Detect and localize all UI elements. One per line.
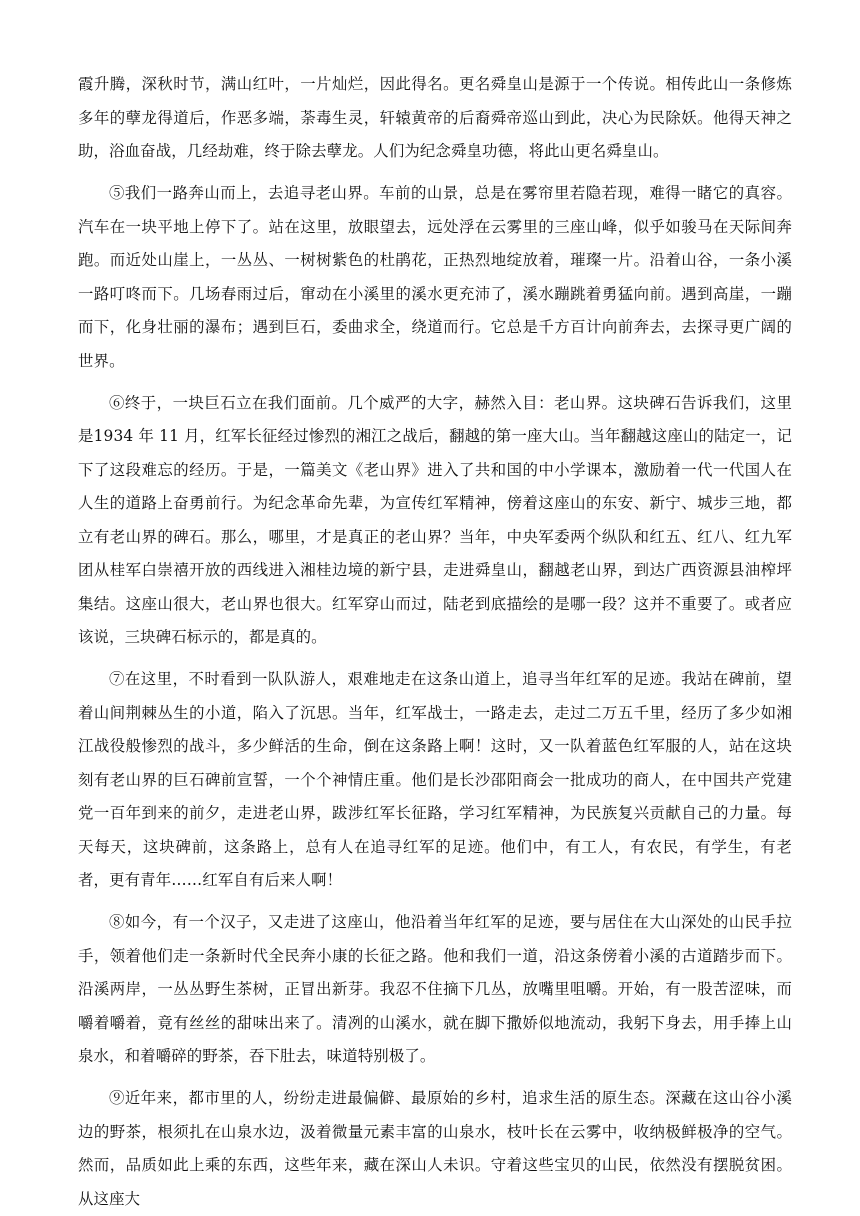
paragraph-6: ⑥终于，一块巨石立在我们面前。几个威严的大字，赫然入目：老山界。这块碑石告诉我们，这里是1934 年 11 月，红军长征经过惨烈的湘江之战后，翻越的第一座大山。当年翻越这座山的陆定一，记下了这段难忘的经历。于是，一篇美文《老山界》进入了共和国的中小学课本，激励着一代一代国人在人生的道路上奋勇前行。为纪念革命先辈，为宣传红军精神，傍着这座山的东安、新宁、城步三地，都立有老山界的碑石。那么，哪里，才是真正的老山界？当年，中央军委两个纵队和红五、红八、红九军团从桂军白崇禧开放的西线进入湘桂边境的新宁县，走进舜皇山，翻越老山界，到达广西资源县油榨坪集结。这座山很大，老山界也很大。红军穿山而过，陆老到底描绘的是哪一段？这并不重要了。或者应该说，三块碑石标示的，都是真的。 — [78, 393, 792, 646]
paragraph-9: ⑨近年来，都市里的人，纷纷走进最偏僻、最原始的乡村，追求生活的原生态。深藏在这山谷小溪边的野茶，根须扎在山泉水边，汲着微量元素丰富的山泉水，枝叶长在云雾中，收纳极鲜极净的空气。然而，品质如此上乘的东西，这些年来，藏在深山人未识。守着这些宝贝的山民，依然没有摆脱贫困。从这座大 — [78, 1089, 792, 1208]
paragraph-continuation: 霞升腾，深秋时节，满山红叶，一片灿烂，因此得名。更名舜皇山是源于一个传说。相传此山一条修炼多年的孽龙得道后，作恶多端，荼毒生灵，轩辕黄帝的后裔舜帝巡山到此，决心为民除妖。他得天神之助，浴血奋战，几经劫难，终于除去孽龙。人们为纪念舜皇功德，将此山更名舜皇山。 — [78, 75, 792, 160]
paragraph-5: ⑤我们一路奔山而上，去追寻老山界。车前的山景，总是在雾帘里若隐若现，难得一睹它的真容。汽车在一块平地上停下了。站在这里，放眼望去，远处浮在云雾里的三座山峰，似乎如骏马在天际间奔跑。而近处山崖上，一丛丛、一树树紫色的杜鹃花，正热烈地绽放着，璀璨一片。沿着山谷，一条小溪一路叮咚而下。几场春雨过后，窜动在小溪里的溪水更充沛了，溪水蹦跳着勇猛向前。遇到高崖，一蹦而下，化身壮丽的瀑布；遇到巨石，委曲求全，绕道而行。它总是千方百计向前奔去，去探寻更广阔的世界。 — [78, 184, 792, 370]
paragraph-7: ⑦在这里，不时看到一队队游人，艰难地走在这条山道上，追寻当年红军的足迹。我站在碑前，望着山间荆棘丛生的小道，陷入了沉思。当年，红军战士，一路走去，走过二万五千里，经历了多少如湘江战役般惨烈的战斗，多少鲜活的生命，倒在这条路上啊！这时，又一队着蓝色红军服的人，站在这块刻有老山界的巨石碑前宣誓，一个个神情庄重。他们是长沙邵阳商会一批成功的商人，在中国共产党建党一百年到来的前夕，走进老山界，跋涉红军长征路，学习红军精神，为民族复兴贡献自己的力量。每天每天，这块碑前，这条路上，总有人在追寻红军的足迹。他们中，有工人，有农民，有学生，有老者，更有青年……红军自有后来人啊！ — [78, 670, 792, 889]
paragraph-8: ⑧如今，有一个汉子，又走进了这座山，他沿着当年红军的足迹，要与居住在大山深处的山民手拉手，领着他们走一条新时代全民奔小康的长征之路。他和我们一道，沿这条傍着小溪的古道踏步而下。沿溪两岸，一丛丛野生茶树，正冒出新芽。我忍不住摘下几丛，放嘴里咀嚼。开始，有一股苦涩味，而嚼着嚼着，竟有丝丝的甜味出来了。清冽的山溪水，就在脚下撒娇似地流动，我躬下身去，用手捧上山泉水，和着嚼碎的野茶，吞下肚去，味道特别极了。 — [78, 913, 792, 1065]
article-body — [78, 68, 792, 1216]
